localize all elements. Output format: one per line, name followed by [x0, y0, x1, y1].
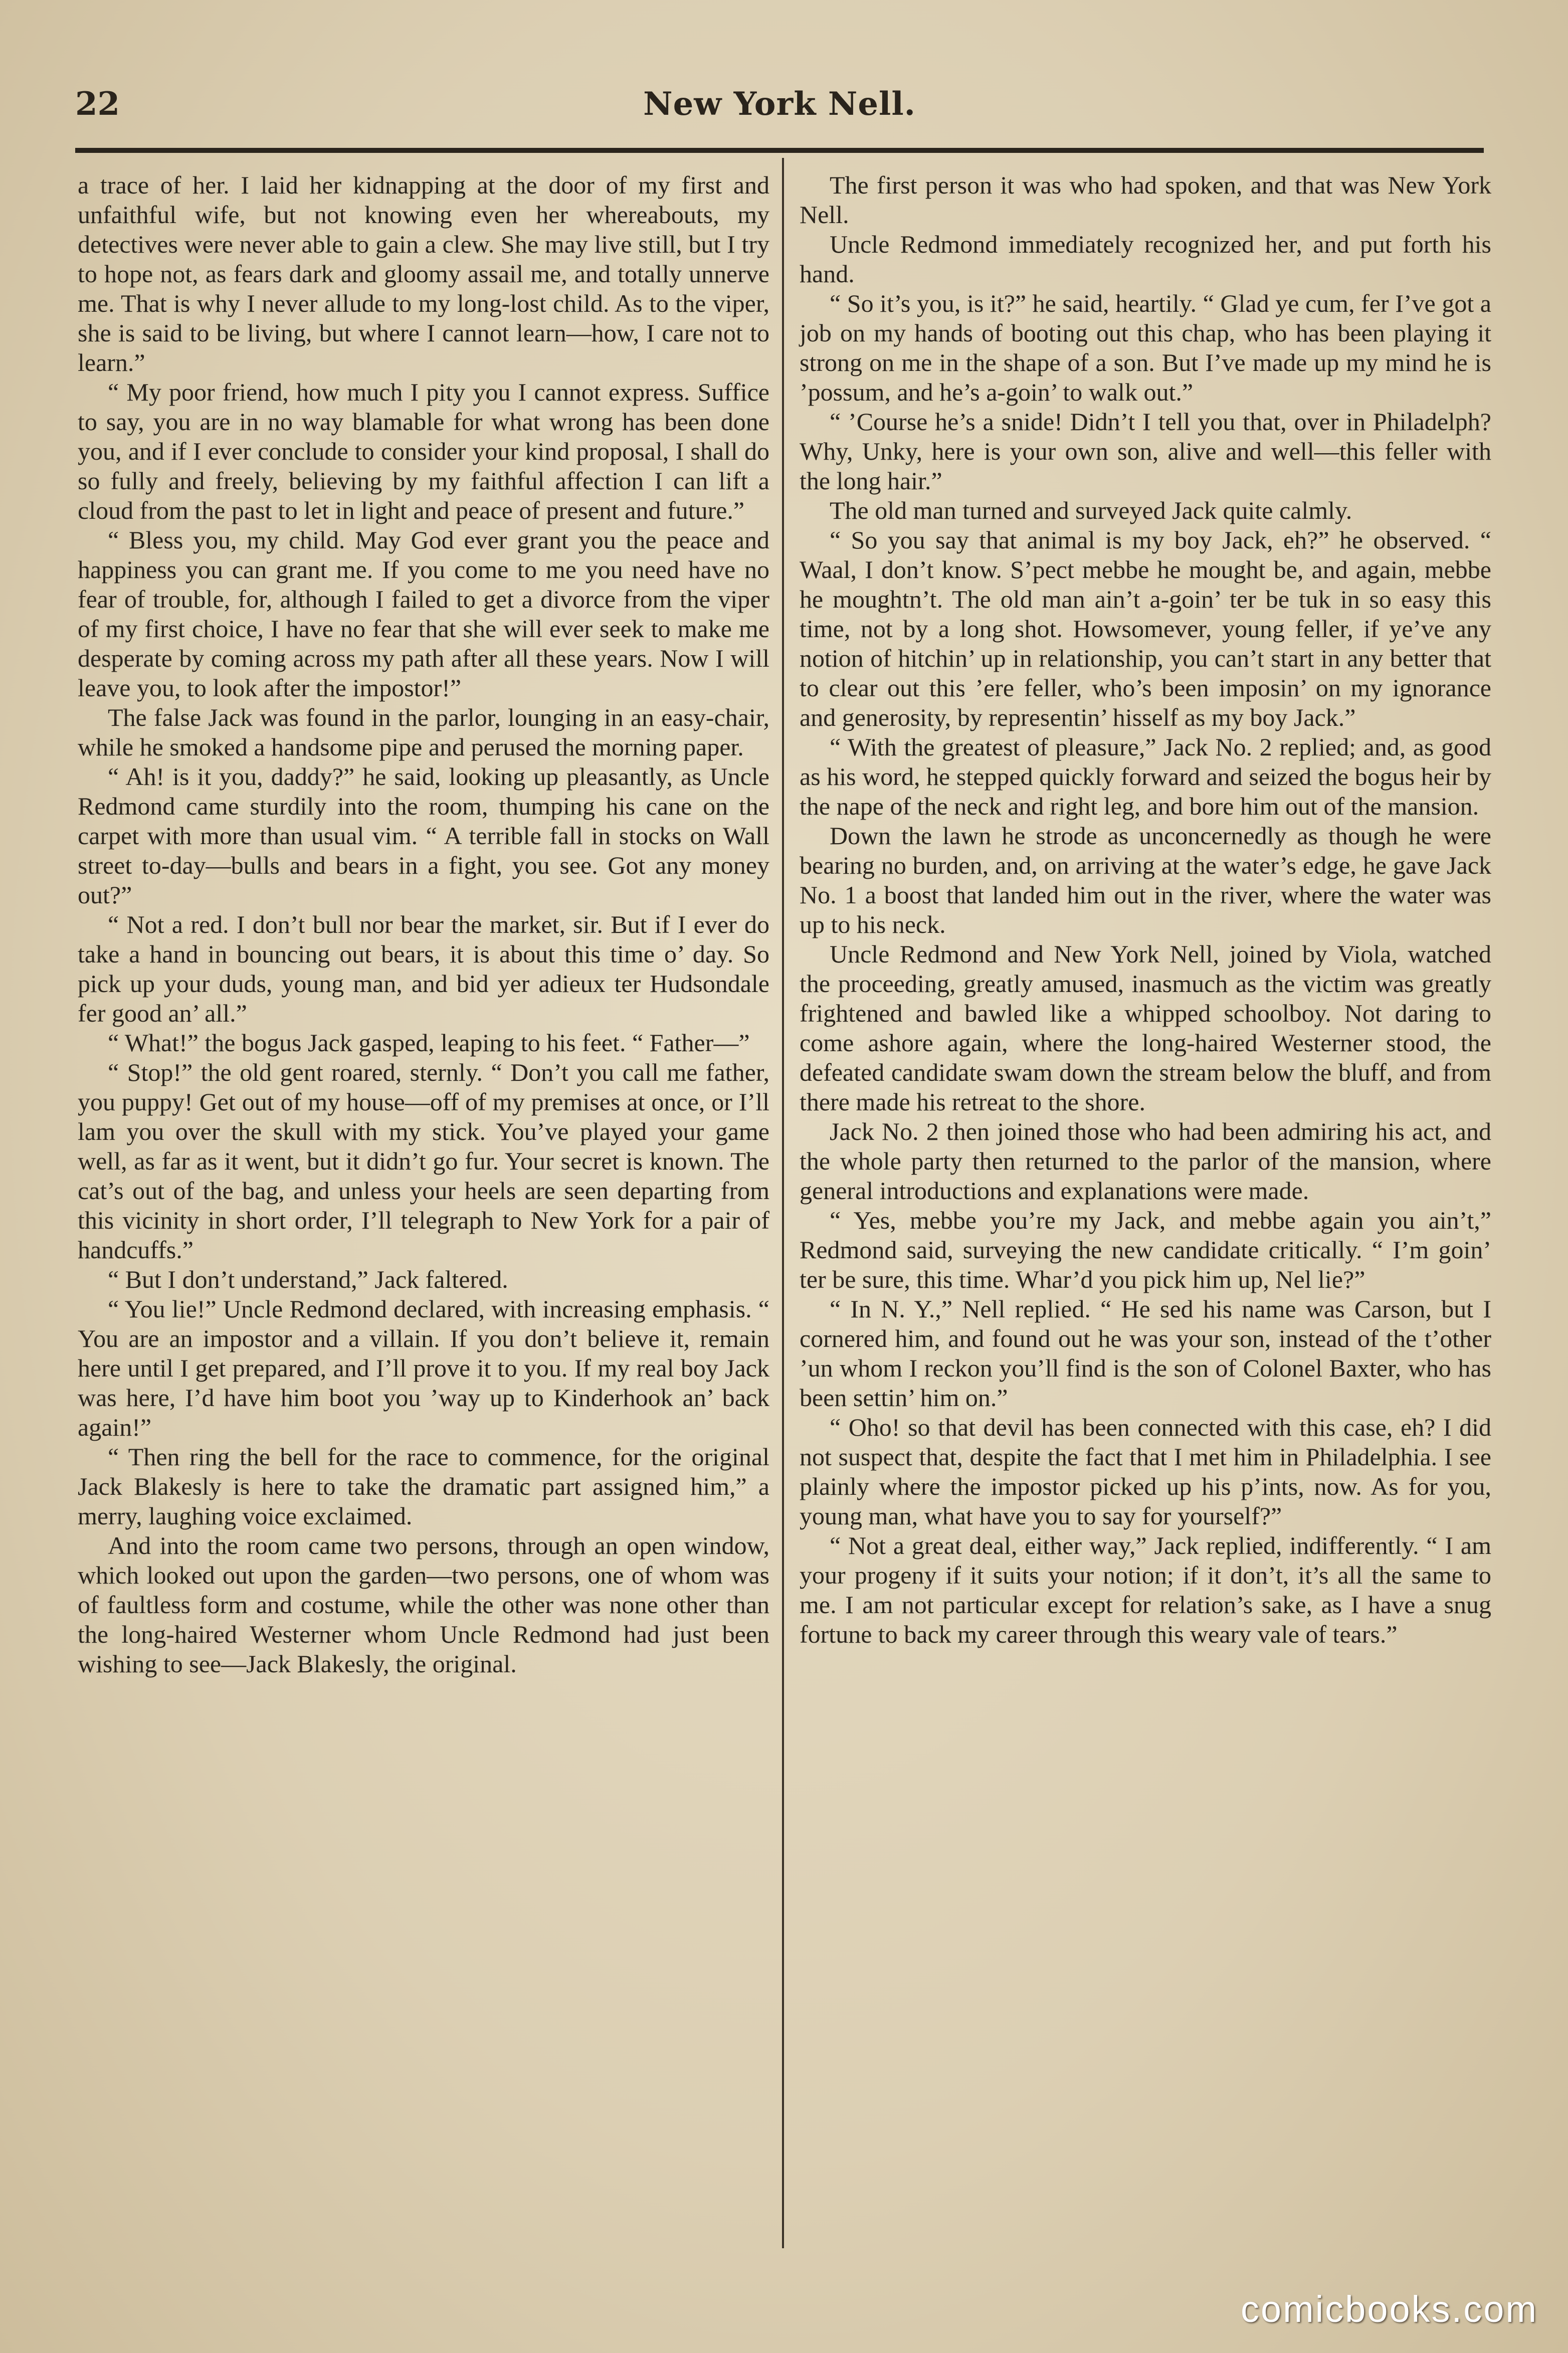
- paragraph: “ Yes, mebbe you’re my Jack, and mebbe again you ain’t,” Redmond said, surveying the new candidate critically. “ I’m goin’ ter be sure, this time. Whar’d you pick him up, Nel lie?”: [800, 1206, 1491, 1293]
- paragraph: The false Jack was found in the parlor, lounging in an easy-chair, while he smoked a handsome pipe and perused the morning paper.: [78, 703, 769, 761]
- page-number: 22: [75, 85, 120, 123]
- paragraph: “ ’Course he’s a snide! Didn’t I tell you that, over in Philadelph? Why, Unky, here is your own son, alive and well—this feller with the long hair.”: [800, 408, 1491, 495]
- paragraph: Uncle Redmond and New York Nell, joined by Viola, watched the proceeding, greatly amused, inasmuch as the victim was greatly frightened and bawled like a whipped schoolboy. Not daring to come ashore again, where the long-haired Westerner stood, the defeated candidate swam down the stream below the bluff, and from there made his retreat to the shore.: [800, 940, 1491, 1116]
- paragraph: “ You lie!” Uncle Redmond declared, with increasing emphasis. “ You are an impostor and a villain. If you don’t believe it, remain here until I get prepared, and I’ll prove it to you. If my real boy Jack was here, I’d have him boot you ’way up to Kinderhook an’ back again!”: [78, 1295, 769, 1441]
- paragraph: “ Stop!” the old gent roared, sternly. “ Don’t you call me father, you puppy! Get out of my house—off of my premises at once, or I’ll lam you over the skull with my stick. You’ve played your game well, as far as it went, but it didn’t go fur. Your secret is known. The cat’s out of the bag, and unless your heels are seen departing from this vicinity in short order, I’ll telegraph to New York for a pair of handcuffs.”: [78, 1058, 769, 1264]
- paragraph: “ My poor friend, how much I pity you I cannot express. Suffice to say, you are in no way blamable for what wrong has been done you, and if I ever conclude to consider your kind proposal, I shall do so fully and freely, believing by my faithful affection I can lift a cloud from the past to let in light and peace of present and future.”: [78, 378, 769, 524]
- left-column: [78, 170, 769, 1679]
- header-rule: [75, 148, 1484, 153]
- paragraph: “ Oho! so that devil has been connected with this case, eh? I did not suspect that, despite the fact that I met him in Philadelphia. I see plainly where the impostor picked up his p’ints, now. As for you, young man, what have you to say for yourself?”: [800, 1413, 1491, 1530]
- page-header: [75, 75, 1484, 130]
- paragraph: “ Ah! is it you, daddy?” he said, looking up pleasantly, as Uncle Redmond came sturdily into the room, thumping his cane on the carpet with more than usual vim. “ A terrible fall in stocks on Wall street to-day—bulls and bears in a fight, you see. Got any money out?”: [78, 762, 769, 909]
- running-title: New York Nell.: [643, 85, 916, 123]
- paragraph: Jack No. 2 then joined those who had been admiring his act, and the whole party then returned to the parlor of the mansion, where general introductions and explanations were made.: [800, 1117, 1491, 1205]
- paragraph: “ Then ring the bell for the race to commence, for the original Jack Blakesly is here to take the dramatic part assigned him,” a merry, laughing voice exclaimed.: [78, 1443, 769, 1530]
- paragraph: “ So it’s you, is it?” he said, heartily. “ Glad ye cum, fer I’ve got a job on my hands of booting out this chap, who has been playing it strong on me in the shape of a son. But I’ve made up my mind he is ’possum, and he’s a-goin’ to walk out.”: [800, 289, 1491, 406]
- paragraph: Uncle Redmond immediately recognized her, and put forth his hand.: [800, 230, 1491, 288]
- paragraph: “ Bless you, my child. May God ever grant you the peace and happiness you can grant me. If you come to me you need have no fear of trouble, for, although I failed to get a divorce from the viper of my first choice, I have no fear that she will ever seek to make me desperate by coming across my path after all these years. Now I will leave you, to look after the impostor!”: [78, 526, 769, 702]
- paragraph: “ Not a red. I don’t bull nor bear the market, sir. But if I ever do take a hand in bouncing out bears, it is about this time o’ day. So pick up your duds, young man, and bid yer adieux ter Hudsondale fer good an’ all.”: [78, 910, 769, 1027]
- paragraph: “ So you say that animal is my boy Jack, eh?” he observed. “ Waal, I don’t know. S’pect mebbe he mought be, and again, mebbe he moughtn’t. The old man ain’t a-goin’ ter be tuk in so easy this time, not by a long shot. Howsomever, young feller, if ye’ve any notion of hitchin’ up in relationship, you can’t start in any better that to clear out this ’ere feller, who’s been imposin’ on my ignorance and generosity, by representin’ hisself as my boy Jack.”: [800, 526, 1491, 731]
- paragraph: a trace of her. I laid her kidnapping at the door of my first and unfaithful wife, but not knowing even her whereabouts, my detectives were never able to gain a clew. She may live still, but I try to hope not, as fears dark and gloomy assail me, and totally unnerve me. That is why I never allude to my long-lost child. As to the viper, she is said to be living, but where I cannot learn—how, I care not to learn.”: [78, 171, 769, 376]
- column-divider: [782, 158, 784, 2248]
- right-column: [800, 170, 1491, 1649]
- paragraph: “ With the greatest of pleasure,” Jack No. 2 replied; and, as good as his word, he stepped quickly forward and seized the bogus heir by the nape of the neck and right leg, and bore him out of the mansion.: [800, 733, 1491, 820]
- paragraph: The old man turned and surveyed Jack quite calmly.: [830, 496, 1352, 524]
- paragraph: “ But I don’t understand,” Jack faltered.: [108, 1265, 508, 1293]
- paragraph: The first person it was who had spoken, and that was New York Nell.: [800, 171, 1491, 229]
- paragraph: “ What!” the bogus Jack gasped, leaping to his feet. “ Father—”: [108, 1029, 750, 1057]
- paragraph: Down the lawn he strode as unconcernedly as though he were bearing no burden, and, on arriving at the water’s edge, he gave Jack No. 1 a boost that landed him out in the river, where the water was up to his neck.: [800, 822, 1491, 938]
- paragraph: “ In N. Y.,” Nell replied. “ He sed his name was Carson, but I cornered him, and found out he was your son, instead of the t’other ’un whom I reckon you’ll find is the son of Colonel Baxter, who has been settin’ him on.”: [800, 1295, 1491, 1412]
- paragraph: “ Not a great deal, either way,” Jack replied, indifferently. “ I am your progeny if it suits your notion; if it don’t, it’s all the same to me. I am not particular except for relation’s sake, as I have a snug fortune to back my career through this weary vale of tears.”: [800, 1531, 1491, 1648]
- paragraph: And into the room came two persons, through an open window, which looked out upon the garden—two persons, one of whom was of faultless form and costume, while the other was none other than the long-haired Westerner whom Uncle Redmond had just been wishing to see—Jack Blakesly, the original.: [78, 1531, 769, 1678]
- watermark: comicbooks.com: [1240, 2288, 1538, 2330]
